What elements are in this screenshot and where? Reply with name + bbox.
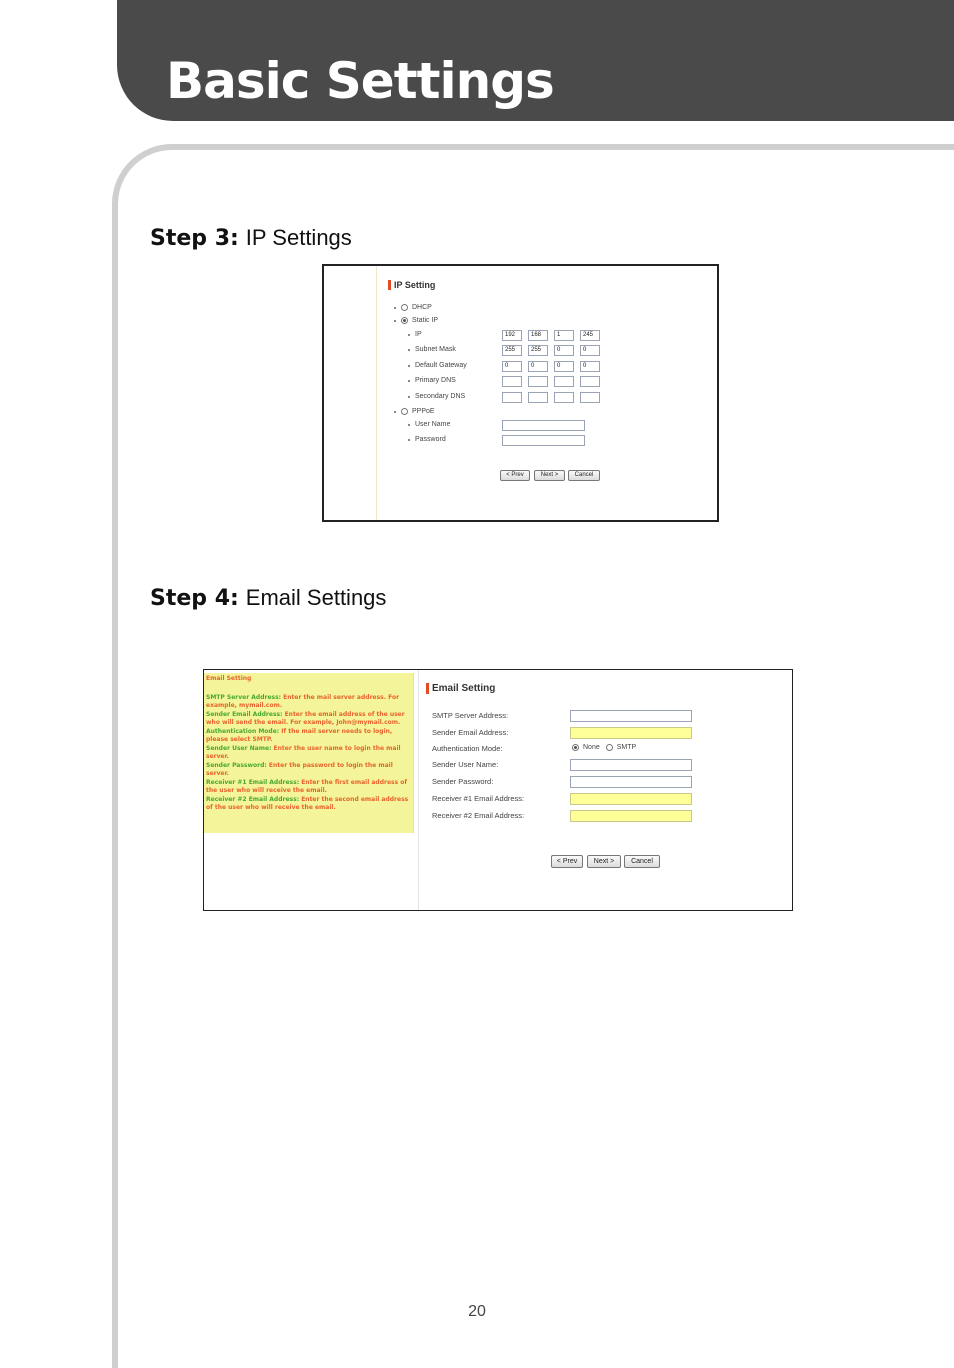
bullet-icon — [408, 396, 410, 398]
dhcp-radio[interactable] — [401, 304, 408, 311]
subnet-label: Subnet Mask — [415, 346, 456, 353]
ip-octet-3[interactable]: 1 — [554, 330, 574, 341]
bullet-icon — [408, 349, 410, 351]
email-help-item: Receiver #2 Email Address: Enter the second email address of the user who will receive the email. — [206, 795, 409, 811]
sender-email-input[interactable] — [570, 727, 692, 739]
email-prev-button[interactable]: < Prev — [551, 855, 583, 868]
step3-heading — [150, 225, 352, 251]
sender-email-label: Sender Email Address: — [432, 728, 509, 737]
step4-name: Email Settings — [245, 585, 387, 610]
bullet-icon — [408, 380, 410, 382]
email-next-button[interactable]: Next > — [587, 855, 621, 868]
email-help-item: Authentication Mode: If the mail server needs to login, please select SMTP. — [206, 727, 393, 743]
pppoe-password-input[interactable] — [502, 435, 585, 446]
gateway-octet-1[interactable]: 0 — [502, 361, 522, 372]
receiver2-input[interactable] — [570, 810, 692, 822]
auth-mode-label: Authentication Mode: — [432, 744, 503, 753]
user-label: User Name — [415, 421, 451, 428]
ip-octet-1[interactable]: 192 — [502, 330, 522, 341]
auth-none-label: None — [583, 744, 600, 751]
bullet-icon — [408, 424, 410, 426]
email-help-item: Sender Email Address: Enter the email address of the user who will send the email. For example, John@mymail.com. — [206, 710, 405, 726]
gateway-row-label — [408, 362, 467, 369]
dns1-octet-3[interactable] — [554, 376, 574, 387]
email-help-item: Receiver #1 Email Address: Enter the first email address of the user who will receive the email. — [206, 778, 407, 794]
email-panel-title: Email Setting — [426, 683, 495, 694]
dns2-octet-4[interactable] — [580, 392, 600, 403]
bullet-icon — [408, 365, 410, 367]
auth-smtp-radio[interactable] — [606, 744, 613, 751]
dns1-row-label — [408, 377, 456, 384]
receiver1-label: Receiver #1 Email Address: — [432, 794, 525, 803]
step4-number: Step 4: — [150, 586, 239, 611]
panel-side-line — [376, 266, 377, 522]
bullet-icon — [394, 307, 396, 309]
auth-mode-options — [572, 744, 636, 751]
smtp-label: SMTP Server Address: — [432, 711, 509, 720]
dns2-label: Secondary DNS — [415, 393, 466, 400]
gateway-octet-3[interactable]: 0 — [554, 361, 574, 372]
bullet-icon — [408, 334, 410, 336]
email-cancel-button[interactable]: Cancel — [624, 855, 660, 868]
dns1-label: Primary DNS — [415, 377, 456, 384]
ip-octet-2[interactable]: 168 — [528, 330, 548, 341]
dns2-row-label — [408, 393, 465, 400]
ip-row-label — [408, 331, 422, 338]
ip-next-button[interactable]: Next > — [534, 470, 565, 481]
pppoe-radio[interactable] — [401, 408, 408, 415]
password-row-label — [408, 436, 446, 443]
auth-smtp-label: SMTP — [616, 744, 637, 751]
ip-prev-button[interactable]: < Prev — [500, 470, 530, 481]
subnet-octet-1[interactable]: 255 — [502, 345, 522, 356]
email-help-panel — [204, 673, 414, 833]
step4-heading — [150, 585, 386, 611]
ip-cancel-button[interactable]: Cancel — [568, 470, 600, 481]
dhcp-option[interactable] — [394, 304, 432, 311]
pppoe-label: PPPoE — [412, 408, 435, 415]
email-help-item: Sender User Name: Enter the user name to login the mail server. — [206, 744, 401, 760]
gateway-octet-2[interactable]: 0 — [528, 361, 548, 372]
sender-user-label: Sender User Name: — [432, 760, 499, 769]
dns2-octet-2[interactable] — [528, 392, 548, 403]
email-help-item: Sender Password: Enter the password to login the mail server. — [206, 761, 393, 777]
gateway-octet-4[interactable]: 0 — [580, 361, 600, 372]
bullet-icon — [408, 439, 410, 441]
user-row-label — [408, 421, 450, 428]
email-help-title: Email Setting — [206, 675, 252, 682]
pppoe-option[interactable] — [394, 408, 435, 415]
bullet-icon — [394, 411, 396, 413]
auth-none-radio[interactable] — [572, 744, 579, 751]
page-number: 20 — [468, 1303, 486, 1320]
ip-settings-screenshot — [322, 264, 719, 522]
dhcp-label: DHCP — [412, 304, 432, 311]
ip-panel-title: IP Setting — [388, 280, 435, 290]
smtp-server-input[interactable] — [570, 710, 692, 722]
sender-user-input[interactable] — [570, 759, 692, 771]
gateway-label: Default Gateway — [415, 362, 467, 369]
receiver1-input[interactable] — [570, 793, 692, 805]
sender-password-input[interactable] — [570, 776, 692, 788]
step3-number: Step 3: — [150, 226, 239, 251]
email-settings-screenshot — [203, 669, 793, 911]
subnet-row-label — [408, 346, 456, 353]
email-help-item: SMTP Server Address: Enter the mail server address. For example, mymail.com. — [206, 693, 400, 709]
dns1-octet-2[interactable] — [528, 376, 548, 387]
subnet-octet-4[interactable]: 0 — [580, 345, 600, 356]
receiver2-label: Receiver #2 Email Address: — [432, 811, 525, 820]
bullet-icon — [394, 320, 396, 322]
dns1-octet-4[interactable] — [580, 376, 600, 387]
dns1-octet-1[interactable] — [502, 376, 522, 387]
step3-name: IP Settings — [245, 225, 352, 250]
dns2-octet-3[interactable] — [554, 392, 574, 403]
dns2-octet-1[interactable] — [502, 392, 522, 403]
static-ip-radio[interactable] — [401, 317, 408, 324]
static-ip-label: Static IP — [412, 317, 439, 324]
ip-label: IP — [415, 331, 422, 338]
sender-password-label: Sender Password: — [432, 777, 494, 786]
subnet-octet-2[interactable]: 255 — [528, 345, 548, 356]
subnet-octet-3[interactable]: 0 — [554, 345, 574, 356]
panel-divider — [418, 670, 419, 911]
ip-octet-4[interactable]: 245 — [580, 330, 600, 341]
page-title: Basic Settings — [166, 52, 554, 110]
password-label: Password — [415, 436, 446, 443]
pppoe-user-input[interactable] — [502, 420, 585, 431]
static-ip-option[interactable] — [394, 317, 438, 324]
